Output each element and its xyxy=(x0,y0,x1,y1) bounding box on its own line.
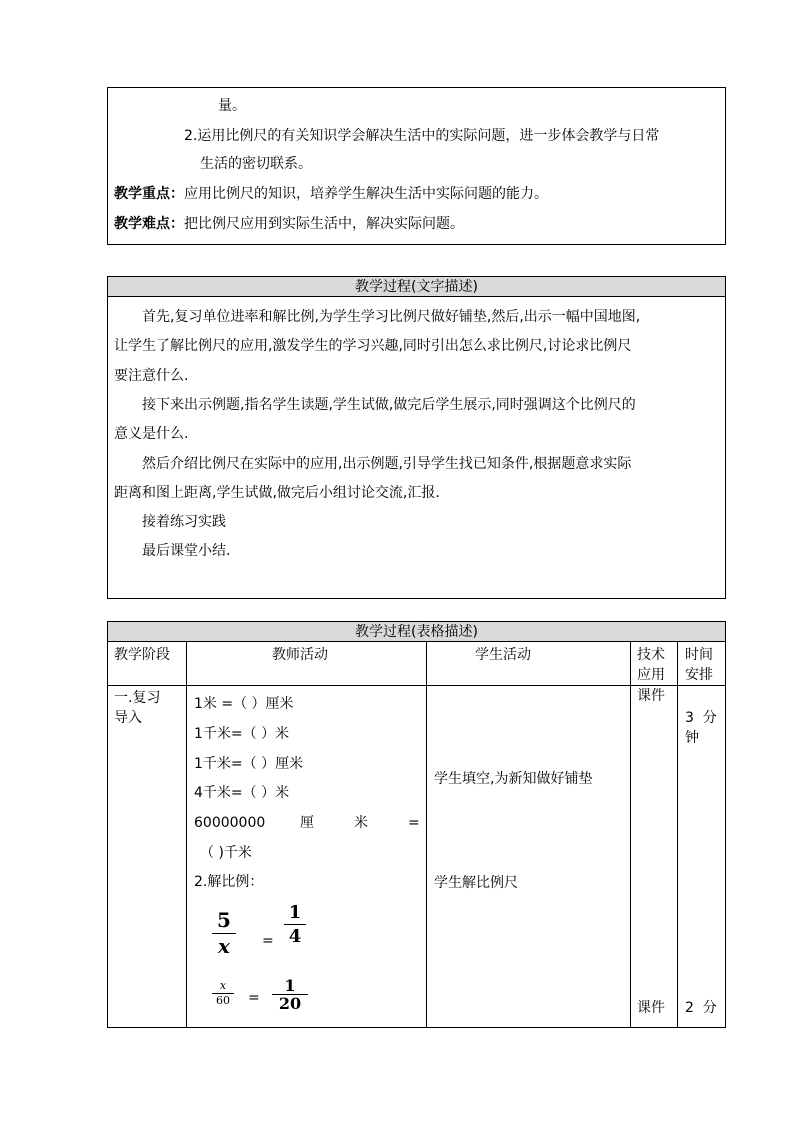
text-process-box xyxy=(107,276,726,599)
table-process-header: 教学过程(表格描述) xyxy=(108,622,725,642)
teacher-solve-label: 2.解比例： xyxy=(194,874,264,890)
time-top-line2: 钟 xyxy=(685,730,699,746)
col-header-student: 学生活动 xyxy=(475,647,531,663)
difficulty-label: 教学难点： xyxy=(114,216,184,232)
col-header-time-line2: 安排 xyxy=(685,667,713,683)
fraction-denominator: 4 xyxy=(288,926,302,947)
stage-line1: 一.复习 xyxy=(114,690,161,706)
objective-line-1: 量。 xyxy=(218,98,246,114)
key-point-label: 教学重点： xyxy=(114,186,184,202)
column-divider xyxy=(426,642,427,1027)
fraction-numerator: 5 xyxy=(217,908,231,932)
process-line: 然后介绍比例尺在实际中的应用,出示例题,引导学生找已知条件,根据题意求实际 xyxy=(142,456,632,472)
student-activity-1: 学生填空,为新知做好铺垫 xyxy=(434,771,593,787)
col-header-time xyxy=(685,645,713,685)
table-process-box xyxy=(107,621,726,1028)
process-line: 接着练习实践 xyxy=(142,514,226,530)
key-point xyxy=(114,184,548,204)
teacher-equals: = xyxy=(408,815,420,831)
col-header-teacher: 教师活动 xyxy=(272,647,328,663)
fraction-numerator: x xyxy=(219,979,227,992)
teacher-line: 1千米=（ ）厘米 xyxy=(194,756,304,772)
header-divider xyxy=(108,685,725,686)
teacher-line: 1米 =（ ）厘米 xyxy=(194,696,294,712)
col-header-tech-line2: 应用 xyxy=(637,667,665,683)
teacher-paren: （ )千米 xyxy=(200,845,252,861)
stage-line2: 导入 xyxy=(114,710,142,726)
process-line: 最后课堂小结. xyxy=(142,543,231,559)
teacher-big-number: 60000000 xyxy=(194,815,266,831)
fraction-denominator: x xyxy=(218,934,230,958)
col-header-time-line1: 时间 xyxy=(685,647,713,663)
teacher-unit-2: 米 xyxy=(354,815,368,831)
fraction-denominator: 60 xyxy=(216,994,230,1007)
teacher-line: 1千米=（ ）米 xyxy=(194,726,290,742)
column-divider xyxy=(630,642,631,1027)
fraction-denominator: 20 xyxy=(278,994,302,1013)
text-process-header: 教学过程(文字描述) xyxy=(108,277,725,297)
fraction-numerator: 1 xyxy=(288,902,302,923)
column-divider xyxy=(677,642,678,1027)
equation-equals: = xyxy=(248,990,260,1006)
process-line: 首先,复习单位进率和解比例,为学生学习比例尺做好铺垫,然后,出示一幅中国地图, xyxy=(142,309,641,325)
process-line: 要注意什么. xyxy=(114,368,189,384)
fraction-numerator: 1 xyxy=(284,976,296,995)
key-point-text: 应用比例尺的知识，培养学生解决生活中实际问题的能力。 xyxy=(184,186,548,202)
objectives-box xyxy=(107,87,726,245)
objective-line-3: 生活的密切联系。 xyxy=(200,156,312,172)
teacher-unit-1: 厘 xyxy=(300,815,314,831)
stage-cell xyxy=(114,688,160,728)
fraction-left xyxy=(212,908,236,958)
process-line: 距离和图上距离,学生试做,做完后小组讨论交流,汇报. xyxy=(114,485,440,501)
teacher-line: 4千米=（ ）米 xyxy=(194,785,290,801)
process-line: 意义是什么. xyxy=(114,426,189,442)
process-line: 让学生了解比例尺的应用,激发学生的学习兴趣,同时引出怎么求比例尺,讨论求比例尺 xyxy=(114,338,632,354)
tech-top: 课件 xyxy=(637,688,665,704)
time-top-line1: 3 分 xyxy=(685,710,717,726)
col-header-stage: 教学阶段 xyxy=(114,647,170,663)
difficulty-point xyxy=(114,214,464,234)
col-header-tech xyxy=(637,645,665,685)
process-line: 接下来出示例题,指名学生读题,学生试做,做完后学生展示,同时强调这个比例尺的 xyxy=(142,397,636,413)
column-divider xyxy=(186,642,187,1027)
objective-line-2: 2.运用比例尺的有关知识学会解决生活中的实际问题，进一步体会教学与日常 xyxy=(184,128,660,144)
student-activity-2: 学生解比例尺 xyxy=(434,875,518,891)
fraction-right xyxy=(272,977,308,1011)
time-bottom: 2 分 xyxy=(685,1000,717,1016)
time-top xyxy=(685,708,717,748)
fraction-right xyxy=(284,902,306,948)
tech-bottom: 课件 xyxy=(637,1000,665,1016)
equation-equals: = xyxy=(262,933,274,949)
difficulty-text: 把比例尺应用到实际生活中，解决实际问题。 xyxy=(184,216,464,232)
fraction-bar xyxy=(284,924,306,925)
fraction-left xyxy=(212,979,234,1009)
col-header-tech-line1: 技术 xyxy=(637,647,665,663)
